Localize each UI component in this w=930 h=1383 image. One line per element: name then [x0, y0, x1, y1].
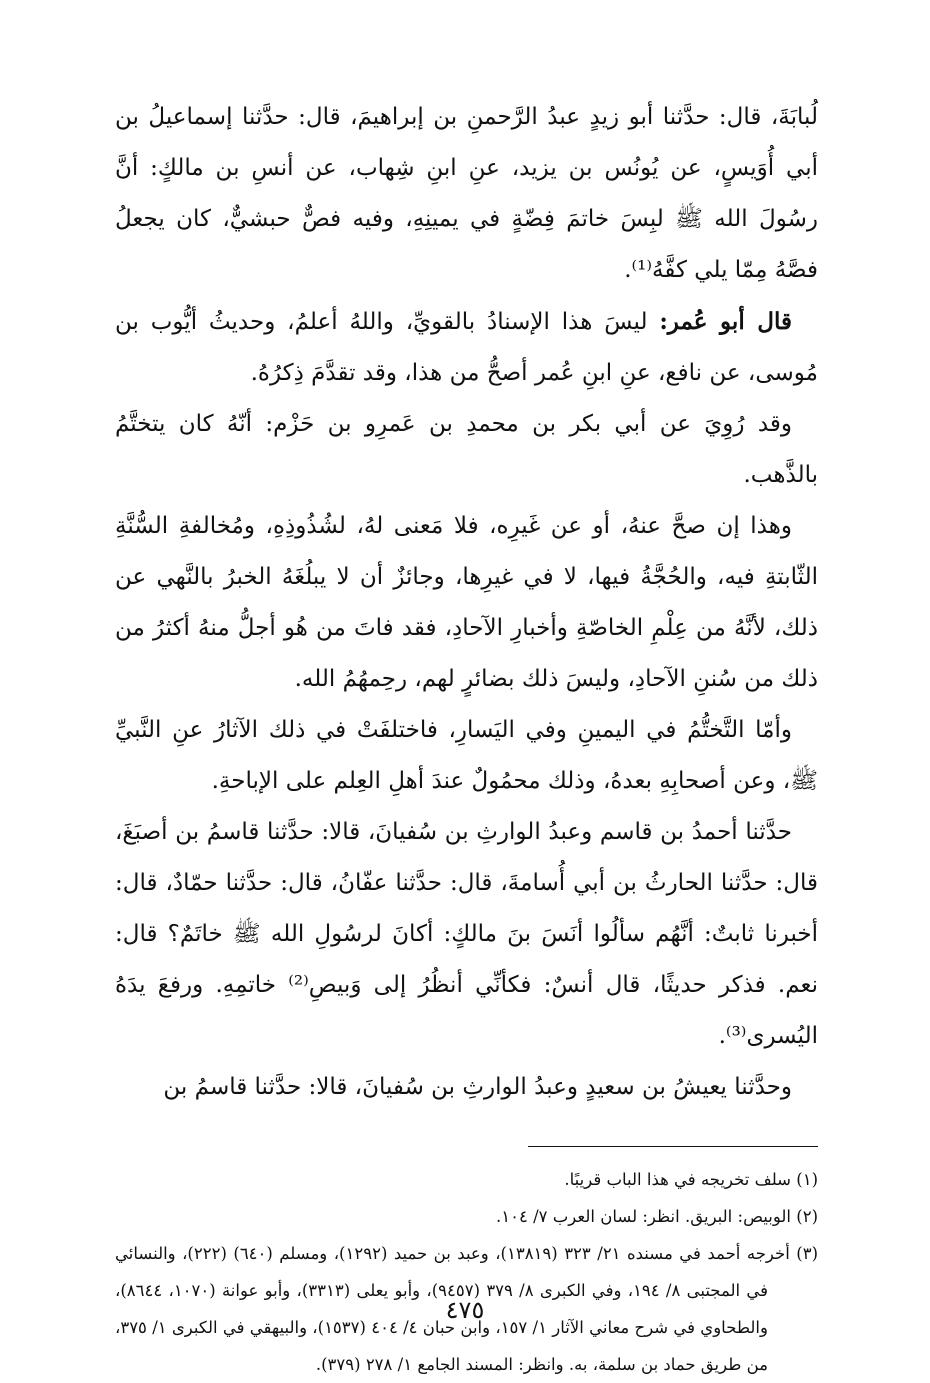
paragraph-6-text: حدَّثنا أحمدُ بن قاسم وعبدُ الوارثِ بن سُفيانَ، قالا: حدَّثنا قاسمُ بن أصبَغَ، قال: حدَّثنا الحارثُ بن أبي أُسامةَ، قال: حدَّثنا عفّانُ، قال: حدَّثنا حمّادٌ، قال: أخبرنا ثابتٌ: أنَّهُم سألُوا أنَسَ بنَ مالكٍ: أكانَ لرسُولِ الله ﷺ خاتَمٌ؟ قال: نعم. فذكر حديثًا، قال أنسٌ: فكأنِّي أنظُرُ إلى وَبيصِ⁽²⁾ خاتمِهِ. ورفعَ يدَهُ اليُسرى⁽³⁾. — [115, 819, 819, 1049]
paragraph-4 — [115, 501, 818, 705]
footnote-3-text: أخرجه أحمد في مسنده ٢١/ ٣٢٣ (١٣٨١٩)، وعبد بن حميد (١٢٩٢)، ومسلم (٦٤٠) (٢٢٢)، والنسائي في المجتبى ٨/ ١٩٤، وفي الكبرى ٨/ ٣٧٩ (٩٤٥٧)، وأبو يعلى (٣٣١٣)، وأبو عوانة (١٠٧٠، ٨٦٤٤)، والطحاوي في شرح معاني الآثار ١/ ١٥٧، وابن حبان ٤/ ٤٠٤ (١٥٣٧)، والبيهقي في الكبرى ١/ ٣٧٥، من طريق حماد بن سلمة، به. وانظر: المسند الجامع ١/ ٢٧٨ (٣٧٩). — [115, 1244, 790, 1374]
paragraph-5 — [115, 705, 818, 807]
footnote-1-text: سلف تخريجه في هذا الباب قريبًا. — [564, 1170, 791, 1189]
footnote-1-number: (١) — [796, 1170, 818, 1189]
paragraph-1 — [115, 92, 818, 296]
footnote-2-text: الوبيص: البريق. انظر: لسان العرب ٧/ ١٠٤. — [495, 1207, 791, 1226]
paragraph-4-text: وهذا إن صحَّ عنهُ، أو عن غَيرِه، فلا مَعنى لهُ، لشُذُوذِهِ، ومُخالفةِ السُّنَّةِ الثّابتةِ فيه، والحُجَّةُ فيها، لا في غيرِها، وجائزٌ أن لا يبلُغَهُ الخبرُ بالنَّهي عن ذلك، لأنَّهُ من عِلْمِ الخاصّةِ وأخبارِ الآحادِ، فقد فاتَ من هُو أجلُّ منهُ أكثرُ من ذلك من سُننِ الآحادِ، وليسَ ذلك بضائرٍ لهم، رحِمهُمُ الله. — [115, 513, 818, 692]
paragraph-7-text: وحدَّثنا يعيشُ بن سعيدٍ وعبدُ الوارثِ بن سُفيانَ، قالا: حدَّثنا قاسمُ بن — [163, 1074, 792, 1100]
footnote-2 — [115, 1198, 818, 1235]
paragraph-6 — [115, 807, 818, 1062]
footnotes — [115, 1161, 818, 1383]
paragraph-5-text: وأمّا التَّختُّمُ في اليمينِ وفي اليَسارِ، فاختلفَتْ في ذلك الآثارُ عنِ النَّبيِّ ﷺ، وعن أصحابِهِ بعدهُ، وذلك محمُولٌ عندَ أهلِ العِلم على الإباحةِ. — [115, 717, 818, 794]
paragraph-7 — [115, 1062, 818, 1113]
footnote-2-number: (٢) — [796, 1207, 818, 1226]
main-text — [115, 92, 818, 1113]
paragraph-2-text: ليسَ هذا الإسنادُ بالقويِّ، واللهُ أعلمُ، وحديثُ أيُّوب بن مُوسى، عن نافع، عنِ ابنِ عُمر أصحُّ من هذا، وقد تقدَّمَ ذِكرُهُ. — [115, 309, 818, 386]
paragraph-2-lead: قال أبو عُمر: — [659, 308, 792, 335]
paragraph-1-text: لُبابَةَ، قال: حدَّثنا أبو زيدٍ عبدُ الرَّحمنِ بن إبراهيمَ، قال: حدَّثنا إسماعيلُ بن أبي أُوَيسٍ، عن يُونُس بن يزيد، عنِ ابنِ شِهاب، عن أنسِ بن مالكٍ: أنَّ رسُولَ الله ﷺ لبِسَ خاتمَ فِضّةٍ في يمينِهِ، وفيه فصٌّ حبشيٌّ، كان يجعلُ فصَّهُ مِمّا يلي كفَّهُ⁽¹⁾. — [115, 104, 818, 283]
footnote-3-number: (٣) — [796, 1244, 818, 1263]
footnote-1 — [115, 1161, 818, 1198]
paragraph-3-text: وقد رُوِيَ عن أبي بكر بن محمدِ بن عَمرِو بن حَزْم: أنّهُ كان يتختَّمُ بالذَّهب. — [115, 411, 818, 488]
paragraph-3 — [115, 399, 818, 501]
footnote-separator — [528, 1146, 818, 1147]
paragraph-2 — [115, 296, 818, 399]
page-number: ٤٧٥ — [445, 1296, 485, 1324]
